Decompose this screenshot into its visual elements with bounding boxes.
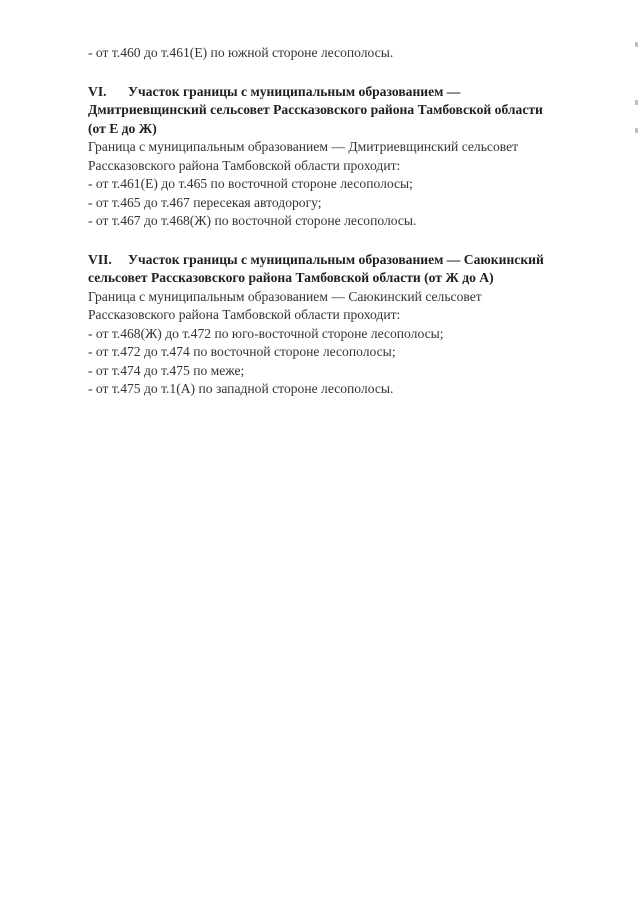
body-line: - от т.472 до т.474 по восточной стороне лесополосы; xyxy=(88,344,396,359)
body-line: - от т.461(Е) до т.465 по восточной стороне лесополосы; xyxy=(88,176,413,191)
document-body xyxy=(88,44,608,399)
body-line: Рассказовского района Тамбовской области проходит: xyxy=(88,157,401,173)
body-line: - от т.468(Ж) до т.472 по юго-восточной стороне лесополосы; xyxy=(88,325,444,341)
heading-line: сельсовет Рассказовского района Тамбовской области (от Ж до А) xyxy=(88,270,494,285)
body-line: - от т.475 до т.1(А) по западной стороне лесополосы. xyxy=(88,381,394,396)
body-line: - от т.474 до т.475 по меже; xyxy=(88,362,245,378)
body-line: - от т.467 до т.468(Ж) по восточной стороне лесополосы. xyxy=(88,213,417,228)
heading-line: Участок границы с муниципальным образованием — xyxy=(128,83,461,99)
body-line: - от т.465 до т.467 пересекая автодорогу; xyxy=(88,194,322,210)
body-line: Граница с муниципальным образованием — Саюкинский сельсовет xyxy=(88,288,482,304)
section-vi xyxy=(88,83,608,231)
heading-line: Участок границы с муниципальным образованием — Саюкинский xyxy=(128,251,544,267)
section-number: VII. xyxy=(88,251,112,267)
scan-artifact xyxy=(635,128,638,133)
body-line: Граница с муниципальным образованием — Дмитриевщинский сельсовет xyxy=(88,139,519,154)
scan-artifact xyxy=(635,42,638,47)
section-heading xyxy=(88,251,608,270)
scan-artifact xyxy=(635,100,638,105)
section-vii xyxy=(88,251,608,399)
heading-line: (от Е до Ж) xyxy=(88,120,157,136)
section-number: VI. xyxy=(88,83,107,99)
body-line: Рассказовского района Тамбовской области проходит: xyxy=(88,307,401,322)
intro-line: - от т.460 до т.461(Е) по южной стороне лесополосы. xyxy=(88,45,394,60)
heading-line: Дмитриевщинский сельсовет Рассказовского района Тамбовской области xyxy=(88,102,543,117)
section-heading xyxy=(88,83,608,102)
